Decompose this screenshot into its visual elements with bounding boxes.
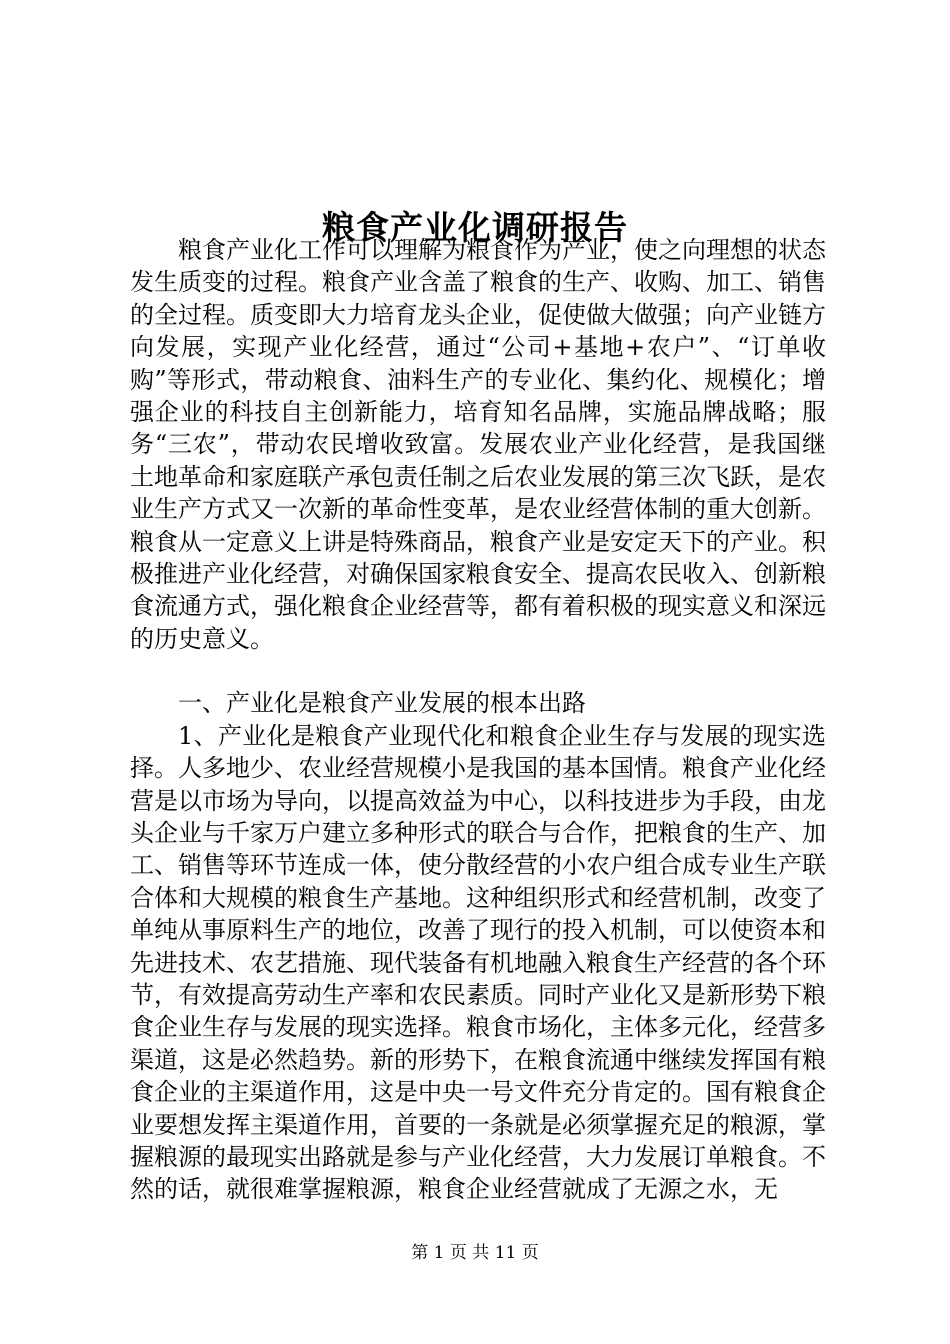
document-body — [130, 234, 826, 1206]
paragraph-gap — [130, 655, 826, 687]
intro-paragraph: 粮食产业化工作可以理解为粮食作为产业，使之向理想的状态发生质变的过程。粮食产业含盖了粮食的生产、收购、加工、销售的全过程。质变即大力培育龙头企业，促使做大做强；向产业链方向发展，实现产业化经营，通过“公司+基地+农户”、“订单收购”等形式，带动粮食、油料生产的专业化、集约化、规模化；增强企业的科技自主创新能力，培育知名品牌，实施品牌战略；服务“三农”，带动农民增收致富。发展农业产业化经营，是我国继土地革命和家庭联产承包责任制之后农业发展的第三次飞跃，是农业生产方式又一次新的革命性变革，是农业经营体制的重大创新。粮食从一定意义上讲是特殊商品，粮食产业是安定天下的产业。积极推进产业化经营，对确保国家粮食安全、提高农民收入、创新粮食流通方式，强化粮食企业经营等，都有着积极的现实意义和深远的历史意义。 — [130, 236, 826, 653]
document-title: 粮食产业化调研报告 — [322, 208, 628, 248]
page-number-footer: 第 1 页 共 11 页 — [411, 1243, 539, 1263]
body-paragraph: 1、产业化是粮食产业现代化和粮食企业生存与发展的现实选择。人多地少、农业经营规模小是我国的基本国情。粮食产业化经营是以市场为导向，以提高效益为中心，以科技进步为手段，由龙头企业与千家万户建立多种形式的联合与合作，把粮食的生产、加工、销售等环节连成一体，使分散经营的小农户组合成专业生产联合体和大规模的粮食生产基地。这种组织形式和经营机制，改变了单纯从事原料生产的地位，改善了现行的投入机制，可以使资本和先进技术、农艺措施、现代装备有机地融入粮食生产经营的各个环节，有效提高劳动生产率和农民素质。同时产业化又是新形势下粮食企业生存与发展的现实选择。粮食市场化，主体多元化，经营多渠道，这是必然趋势。新的形势下，在粮食流通中继续发挥国有粮食企业的主渠道作用，这是中央一号文件充分肯定的。国有粮食企业要想发挥主渠道作用，首要的一条就是必须掌握充足的粮源，掌握粮源的最现实出路就是参与产业化经营，大力发展订单粮食。不然的话，就很难掌握粮源，粮食企业经营就成了无源之水，无 — [130, 721, 826, 1204]
section-heading: 一、产业化是粮食产业发展的根本出路 — [178, 689, 586, 718]
